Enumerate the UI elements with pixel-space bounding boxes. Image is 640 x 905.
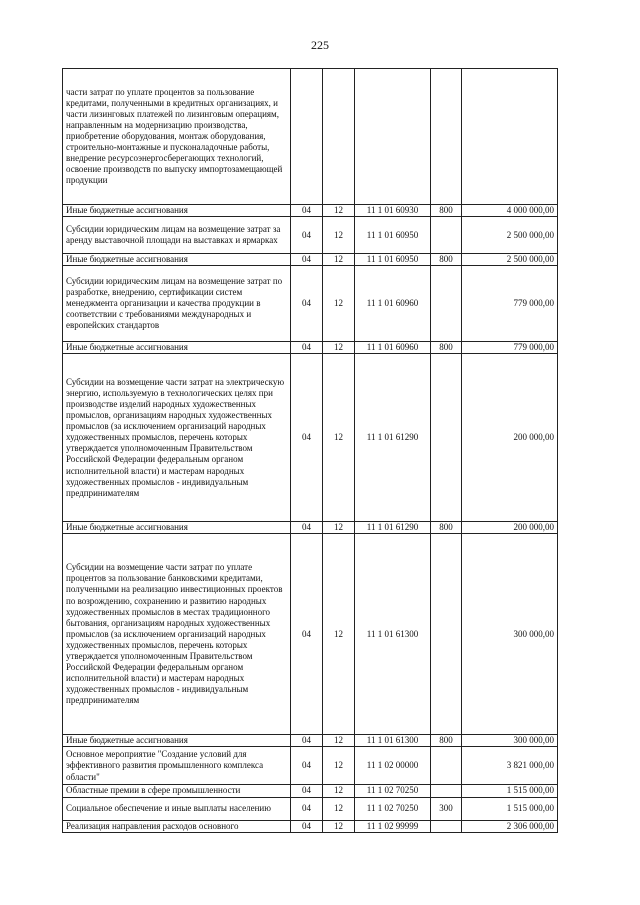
row-amount: 2 500 000,00 [462,217,558,254]
row-section: 04 [291,797,323,820]
row-name: Социальное обеспечение и иные выплаты населению [63,797,291,820]
row-target: 11 1 02 99999 [355,820,431,832]
row-section: 04 [291,820,323,832]
row-target: 11 1 01 60960 [355,266,431,342]
row-expense-type [431,534,462,735]
page-number: 225 [311,38,329,52]
row-target: 11 1 02 70250 [355,785,431,797]
row-section: 04 [291,735,323,747]
row-expense-type [431,217,462,254]
row-expense-type [431,785,462,797]
row-amount: 300 000,00 [462,534,558,735]
row-expense-type [431,747,462,785]
row-expense-type: 800 [431,205,462,217]
table-row [63,266,558,342]
row-name: Иные бюджетные ассигнования [63,342,291,354]
row-expense-type: 800 [431,522,462,534]
row-section: 04 [291,785,323,797]
row-expense-type [431,820,462,832]
budget-table-body [63,69,558,833]
row-target: 11 1 01 60950 [355,254,431,266]
row-subsection: 12 [323,254,355,266]
row-section: 04 [291,747,323,785]
row-subsection: 12 [323,354,355,522]
table-row [63,735,558,747]
row-subsection: 12 [323,342,355,354]
row-subsection: 12 [323,785,355,797]
row-amount: 779 000,00 [462,342,558,354]
row-target: 11 1 01 61290 [355,522,431,534]
table-row [63,522,558,534]
row-section: 04 [291,342,323,354]
row-name: Иные бюджетные ассигнования [63,522,291,534]
row-amount: 4 000 000,00 [462,205,558,217]
row-target: 11 1 01 60930 [355,205,431,217]
row-name: Основное мероприятие "Создание условий для эффективного развития промышленного комплекса области" [63,747,291,785]
row-target: 11 1 01 60950 [355,217,431,254]
row-target: 11 1 01 61290 [355,354,431,522]
row-target: 11 1 01 60960 [355,342,431,354]
row-amount: 3 821 000,00 [462,747,558,785]
row-amount: 300 000,00 [462,735,558,747]
table-row [63,534,558,735]
table-row [63,820,558,832]
table-row [63,217,558,254]
row-amount: 2 500 000,00 [462,254,558,266]
row-section: 04 [291,205,323,217]
row-amount: 200 000,00 [462,354,558,522]
table-row [63,205,558,217]
row-subsection: 12 [323,205,355,217]
row-subsection: 12 [323,534,355,735]
table-row [63,747,558,785]
row-subsection: 12 [323,266,355,342]
row-section: 04 [291,217,323,254]
row-name: Реализация направления расходов основного [63,820,291,832]
row-section: 04 [291,254,323,266]
row-name: части затрат по уплате процентов за пользование кредитами, полученными в кредитных организациях, и части лизинговых платежей по лизинговым операциям, направленным на модернизацию производства, приобретение оборудования, монтаж оборудования, строительно-монтажные и пусконаладочные работы, внедрение ресурсоэнергосберегающих технологий, освоение производств по выпуску импортозамещающей продукции [63,69,291,205]
row-subsection: 12 [323,735,355,747]
row-target [355,69,431,205]
row-section: 04 [291,266,323,342]
row-subsection: 12 [323,747,355,785]
row-expense-type: 800 [431,254,462,266]
row-section: 04 [291,354,323,522]
row-subsection: 12 [323,522,355,534]
row-section [291,69,323,205]
table-row [63,785,558,797]
row-subsection [323,69,355,205]
row-expense-type: 800 [431,342,462,354]
row-target: 11 1 02 70250 [355,797,431,820]
row-section: 04 [291,534,323,735]
row-name: Областные премии в сфере промышленности [63,785,291,797]
row-subsection: 12 [323,217,355,254]
row-name: Субсидии на возмещение части затрат на электрическую энергию, используемую в технологических целях при производстве изделий народных художественных промыслов, организациям народных художественных промыслов (за исключением организаций народных художественных промыслов, перечень которых утверждается уполномоченным Правительством Российской Федерации федеральным органом исполнительной власти) и мастерам народных художественных промыслов - индивидуальным предпринимателям [63,354,291,522]
row-amount [462,69,558,205]
row-subsection: 12 [323,820,355,832]
row-expense-type [431,69,462,205]
row-name: Иные бюджетные ассигнования [63,205,291,217]
row-expense-type: 300 [431,797,462,820]
row-name: Субсидии на возмещение части затрат по уплате процентов за пользование банковскими кредитами, полученными на реализацию инвестиционных проектов по возрождению, сохранению и развитию народных художественных промыслов в местах традиционного бытования, организациям народных художественных промыслов (за исключением организаций народных художественных промыслов, перечень которых утверждается уполномоченным Правительством Российской Федерации федеральным органом исполнительной власти) и мастерам народных художественных промыслов - индивидуальным предпринимателям [63,534,291,735]
row-expense-type [431,354,462,522]
row-name: Субсидии юридическим лицам на возмещение затрат за аренду выставочной площади на выставках и ярмарках [63,217,291,254]
row-amount: 2 306 000,00 [462,820,558,832]
row-amount: 1 515 000,00 [462,785,558,797]
table-row [63,254,558,266]
row-expense-type: 800 [431,735,462,747]
table-row [63,342,558,354]
row-subsection: 12 [323,797,355,820]
row-name: Субсидии юридическим лицам на возмещение затрат по разработке, внедрению, сертификации систем менеджмента организации и качества продукции в соответствии с требованиями международных и европейских стандартов [63,266,291,342]
row-target: 11 1 01 61300 [355,735,431,747]
budget-table [62,68,558,833]
row-amount: 1 515 000,00 [462,797,558,820]
row-amount: 779 000,00 [462,266,558,342]
table-row [63,69,558,205]
row-section: 04 [291,522,323,534]
row-name: Иные бюджетные ассигнования [63,254,291,266]
row-target: 11 1 01 61300 [355,534,431,735]
row-expense-type [431,266,462,342]
row-target: 11 1 02 00000 [355,747,431,785]
row-amount: 200 000,00 [462,522,558,534]
table-row [63,797,558,820]
row-name: Иные бюджетные ассигнования [63,735,291,747]
table-row [63,354,558,522]
